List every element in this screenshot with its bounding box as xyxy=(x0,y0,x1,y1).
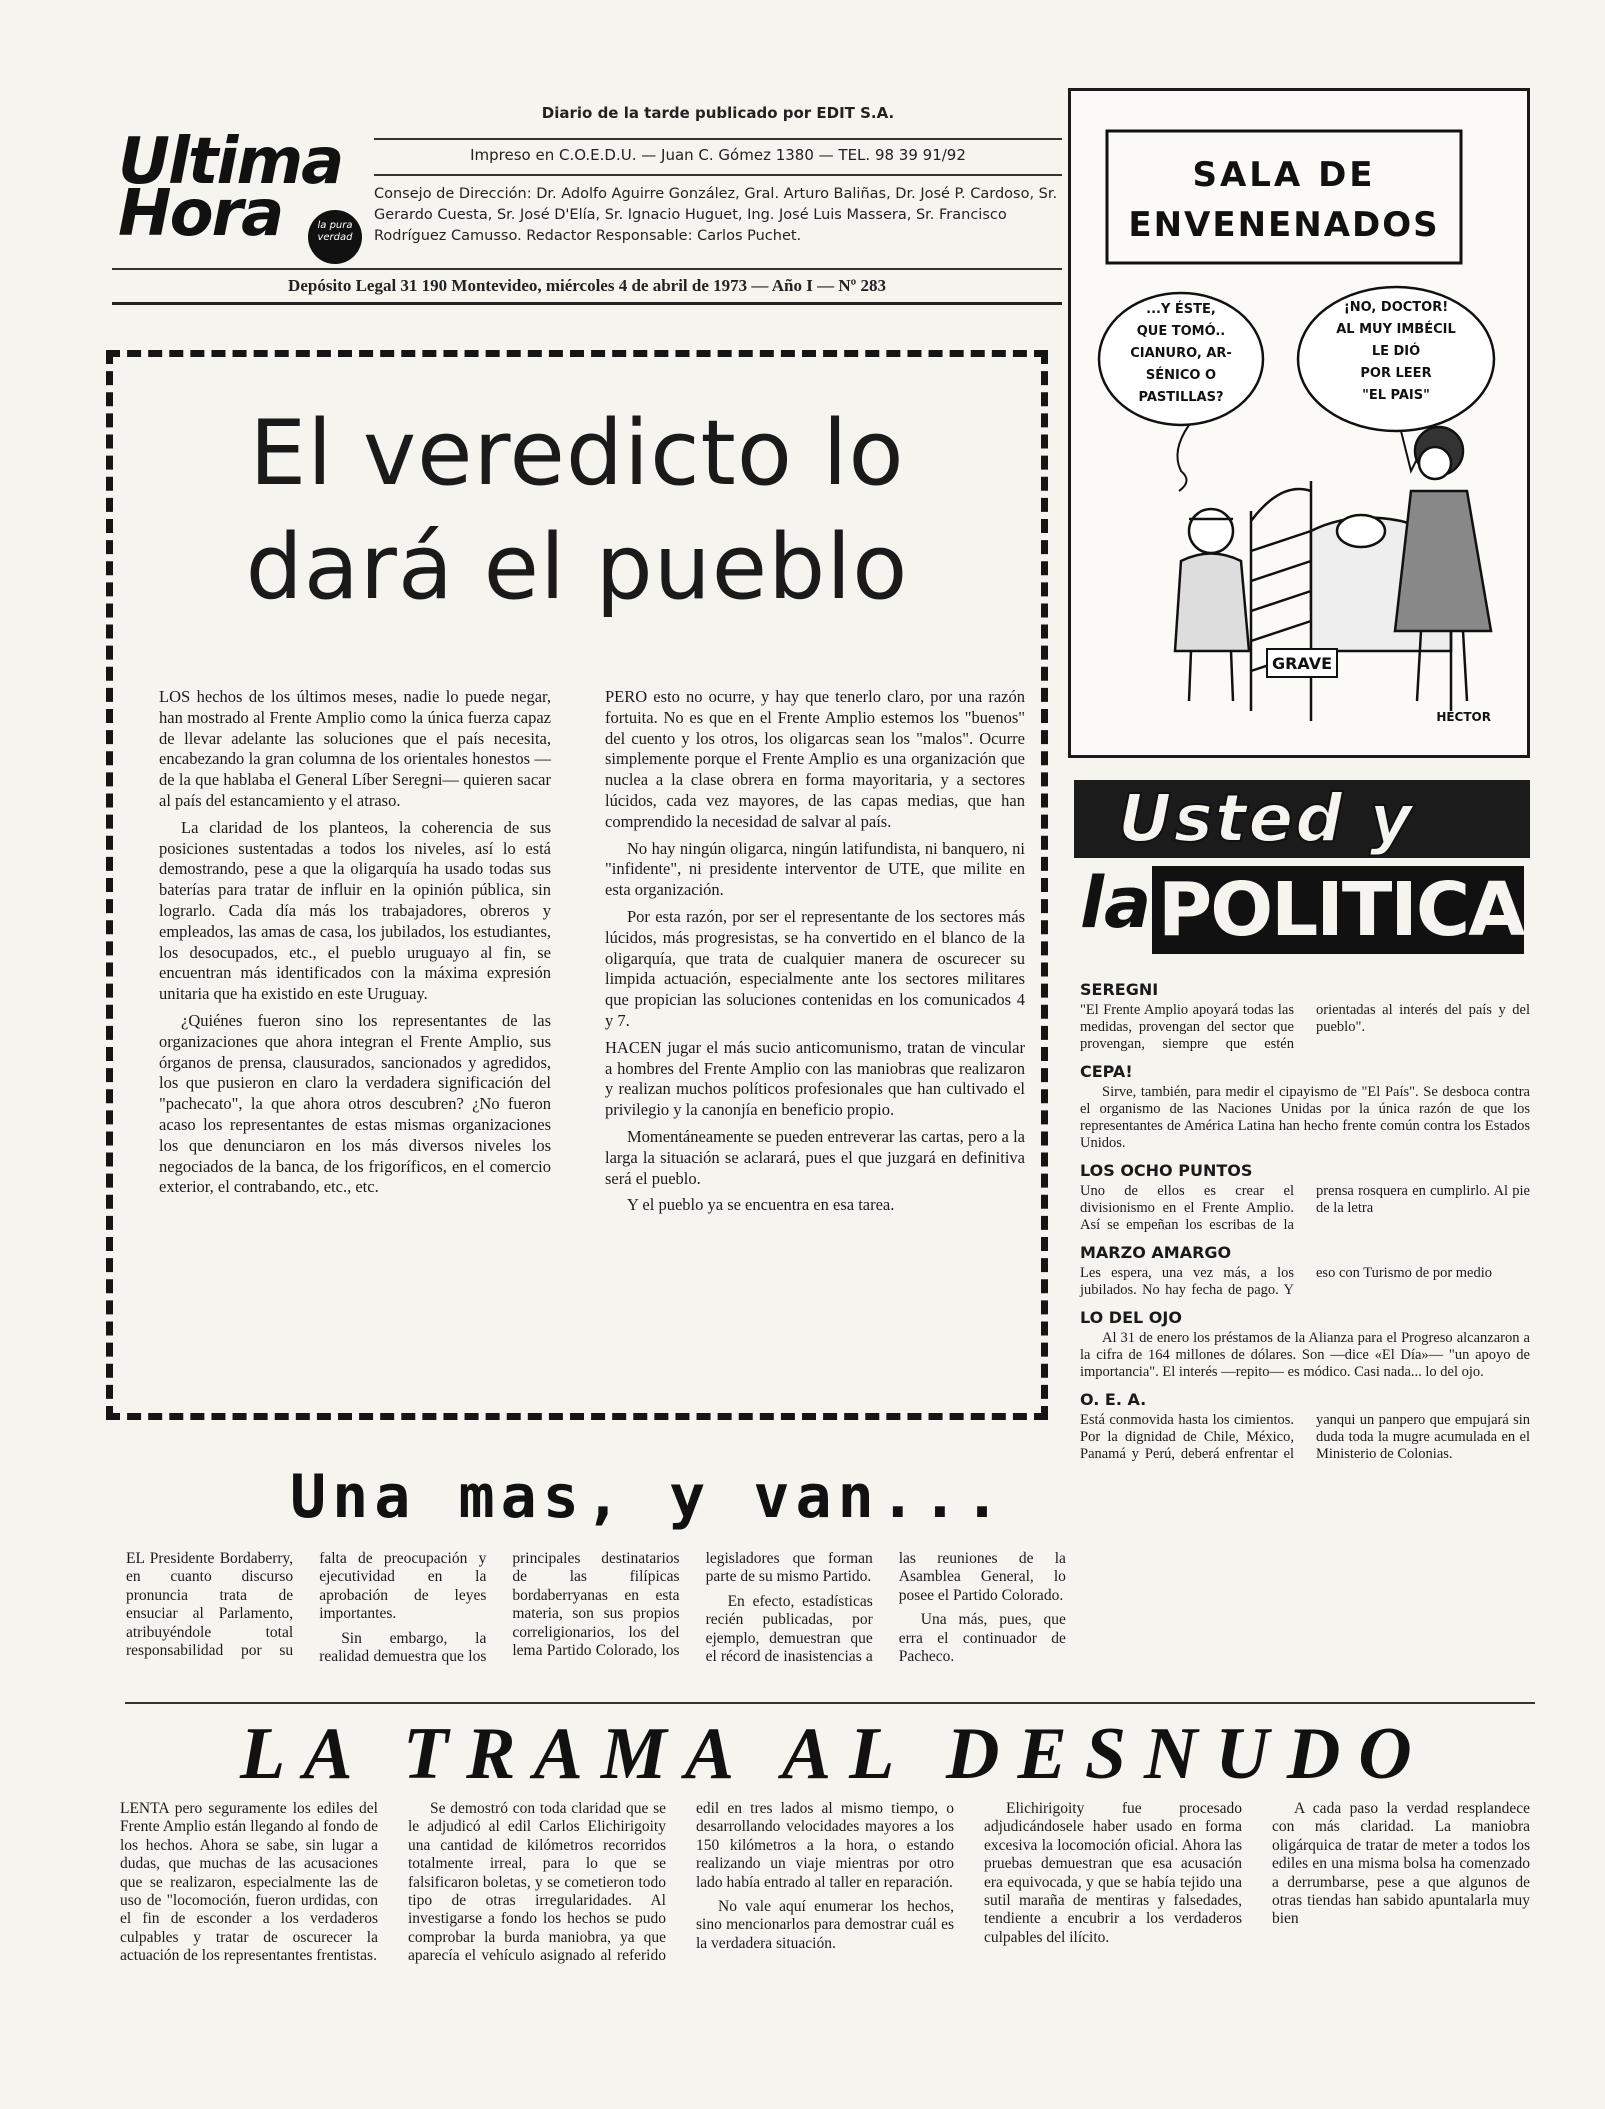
paragraph: Una más, pues, que erra el continuador de Pacheco. xyxy=(898,1611,1066,1666)
item-text: Al 31 de enero los préstamos de la Alianza para el Progreso alcanzaron a la cifra de 164 millones de dólares. Son —dice «El Día»— "un apoyo de importancia". El interés —repito— es módico. Casi nada... lo del ojo. xyxy=(1080,1330,1530,1380)
masthead xyxy=(112,92,1062,305)
paragraph: No hay ningún oligarca, ningún latifundista, ni banquero, ni "infidente", ni presidente interventor de UTE, que milite en esta organización. xyxy=(605,838,1025,900)
item-text: Está conmovida hasta los cimientos. Por la dignidad de Chile, México, Panamá y Perú, deberá enfrentar el yanqui un panpero que empujará sin duda toda la mugre acumulada en el Ministerio de Colonias. xyxy=(1080,1412,1530,1462)
paragraph: EL Presidente Bordaberry, en cuanto discurso pronuncia trata de ensuciar al Parlamento, atribuyéndole total responsabilidad por su falta de preocupación y ejecutividad en la aprobación de leyes importantes. xyxy=(126,1550,487,1660)
editorial-column-left xyxy=(159,687,551,1204)
logo-slogan: la pura verdad xyxy=(308,210,362,264)
politica-items xyxy=(1080,975,1530,1473)
bubble-right-line: AL MUY IMBÉCIL xyxy=(1336,322,1456,337)
item-heading: O. E. A. xyxy=(1080,1390,1147,1409)
paragraph: Y el pueblo ya se encuentra en esa tarea. xyxy=(627,1195,895,1215)
paragraph: La claridad de los planteos, la coherencia de sus posiciones sustentadas a todos los niveles, así lo está demostrando, pese a que la oligarquía ha usado todas sus baterías para tratar de influir en la opinión pública, sin lograrlo. Cada día más los trabajadores, obreros y empleados, las amas de casa, los jubilados, los estudiantes, los desocupados, etc., el pueblo uruguayo al fin, se encuentran más identificados con la máxima expresión unitaria que ha existido en este Uruguay. xyxy=(159,817,551,1004)
bubble-left-line: ...Y ÉSTE, xyxy=(1146,302,1216,317)
cartoon xyxy=(1068,88,1530,758)
section-title-usted: Usted y xyxy=(1118,780,1415,857)
item-heading: LO DEL OJO xyxy=(1080,1308,1182,1327)
paragraph: No vale aquí enumerar los hechos, sino mencionarlos para demostrar cuál es la verdadera situación. xyxy=(696,1898,954,1952)
bubble-left-line: SÉNICO O xyxy=(1145,368,1217,383)
paragraph: En efecto, estadísticas recién publicadas, por ejemplo, demuestran que el récord de inasistencias a las reuniones de la Asamblea General, lo posee el Partido Colorado. xyxy=(705,1550,1066,1666)
logo-line-2: Hora xyxy=(118,177,283,251)
item-text: Uno de ellos es crear el divisionismo en el Frente Amplio. Así se empeñan los escribas de la prensa rosquera en cumplirlo. Al pie de la letra xyxy=(1080,1183,1530,1233)
item-heading: LOS OCHO PUNTOS xyxy=(1080,1161,1253,1180)
paragraph: ¿Quiénes fueron sino los representantes de las organizaciones que ahora integran el Frente Amplio, sus órganos de prensa, clausurados, sancionados y agredidos, los que pusieron en claro la verdadera significación del "pachecato", la que ahora otros descubren? ¿No fueron acaso los representantes de estas mismas organizaciones los que denunciaron en los más diversos niveles los negociados de la banca, de los frigoríficos, en el comercio exterior, el contrabando, etc., etc. xyxy=(159,1010,551,1197)
newspaper-logo xyxy=(118,125,368,252)
headline-line-1: El veredicto lo xyxy=(249,401,905,506)
bubble-left-line: CIANURO, AR- xyxy=(1130,346,1232,361)
editorial-column-right xyxy=(605,687,1025,1222)
publisher-line: Diario de la tarde publicado por EDIT S.A. xyxy=(541,104,895,122)
paragraph: Por esta razón, por ser el representante de los sectores más lúcidos, más progresistas, se ha convertido en el blanco de la oligarquía, que trata de cualquier manera de oscurecer su limpida actuación, especialmente ante los sectores militares que propician las soluciones contenidas en los comunicados 4 y 7. xyxy=(605,906,1025,1030)
bubble-right-line: ¡NO, DOCTOR! xyxy=(1343,300,1449,315)
item-heading: SEREGNI xyxy=(1080,980,1159,999)
cartoon-drawing xyxy=(1071,91,1527,755)
editorial-headline xyxy=(113,397,1041,625)
section-divider xyxy=(125,1702,1535,1704)
editorial-board: Consejo de Dirección: Dr. Adolfo Aguirre González, Gral. Arturo Baliñas, Dr. José P. Cardoso, Sr. Gerardo Cuesta, Sr. José D'Elía, Sr. Ignacio Huguet, Ing. José Luis Massera, Sr. Francisco Rodríguez Camusso. Redactor Responsable: Carlos Puchet. xyxy=(374,174,1062,247)
sign-line-1: SALA DE xyxy=(1192,155,1376,195)
article-headline: LA TRAMA AL DESNUDO xyxy=(240,1713,1430,1795)
section-title-la: la xyxy=(1080,862,1152,944)
logo-line-1: Ultima xyxy=(118,125,343,199)
paragraph: LENTA pero seguramente los ediles del Frente Amplio están llegando al fondo de los hechos. Ahora se sabe, sin lugar a dudas, que muchas de las acusaciones que se realizaron, especialmente las de uso de "locomoción, fueron urdidas, con el fin de esconder a los verdaderos culpables y tratar de oscurecer la actuación de los representantes frentistas. xyxy=(120,1800,378,1965)
paragraph: HACEN jugar el más sucio anticomunismo, tratan de vincular a hombres del Frente Amplio con las maniobras que realizaron y realizan muchos políticos profesionales que han cultivado el privilegio y la canonjía en beneficio propio. xyxy=(605,1037,1025,1120)
paragraph: Se demostró con toda claridad que se le adjudicó al edil Carlos Elichirigoity una cantidad de kilómetros recorridos totalmente irreal, para lo que se falsificaron boletas, y se cometieron todo tipo de otras irregularidades. Al investigarse a fondo los hechos se pudo comprobar la burda maniobra, ya que aparecía el vehículo asignado al referido edil en tres lados al mismo tiempo, o desarrollando velocidades mayores a los 150 kilómetros a la hora, o estando realizando un viaje mientras por otro lado había entrado al taller en reparación. xyxy=(408,1800,954,1965)
item-heading: CEPA! xyxy=(1080,1062,1133,1081)
bubble-left-line: PASTILLAS? xyxy=(1138,390,1224,405)
section-header xyxy=(1074,780,1530,970)
sign-line-2: ENVENENADOS xyxy=(1128,205,1440,245)
paragraph: Momentáneamente se pueden entreverar las cartas, pero a la larga la situación se aclarará, pues el que juzgará en definitiva será el pueblo. xyxy=(605,1126,1025,1188)
item-text: "El Frente Amplio apoyará todas las medidas, provengan del sector que provengan, siempre que estén orientadas al interés del país y del pueblo". xyxy=(1080,1002,1530,1052)
article-headline: Una mas, y van... xyxy=(290,1462,1007,1532)
paragraph: Sin embargo, la realidad demuestra que los principales destinatarios de las filípicas bordaberryanas en esta materia, son sus propios correligionarios, los del lema Partido Colorado, los legisladores que forman parte de su mismo Partido. xyxy=(319,1550,873,1666)
article-body xyxy=(126,1550,1066,1666)
bubble-right-line: "EL PAIS" xyxy=(1362,388,1430,403)
article-body xyxy=(120,1800,1530,1966)
item-text: Sirve, también, para medir el cipayismo de "El País". Se desboca contra el organismo de las Naciones Unidas por la única razón de que los representantes de América Latina han hecho frente común contra los Estados Unidos. xyxy=(1080,1084,1530,1151)
paragraph: PERO esto no ocurre, y hay que tenerlo claro, por una razón fortuita. No es que en el Frente Amplio estemos los "buenos" del cuento y los otros, los oligarcas sean los "malos". Ocurre simplemente porque el Frente Amplio es una organización que nuclea a la clase obrera en forma mayoritaria, y a sectores lúcidos, cada vez mayores, de las capas medias, que han comprendido la necesidad de salvar al país. xyxy=(605,687,1025,831)
cartoonist-signature: HECTOR xyxy=(1436,710,1491,724)
item-text: Les espera, una vez más, a los jubilados. No hay fecha de pago. Y eso con Turismo de por medio xyxy=(1080,1265,1493,1298)
printer-line: Impreso en C.O.E.D.U. — Juan C. Gómez 1380 — TEL. 98 39 91/92 xyxy=(374,138,1062,164)
bed-sign-text: GRAVE xyxy=(1271,654,1333,673)
paragraph: Elichirigoity fue procesado adjudicándosele haber usado en forma excesiva la locomoción oficial. Ahora las pruebas demuestran que esa acusación era equivocada, y que se había tejido una sutil maraña de mentiras y falsedades, tendiente a encubrir a los verdaderos culpables del ilícito. xyxy=(984,1800,1242,1946)
doctor-figure xyxy=(1175,509,1249,701)
paragraph: LOS hechos de los últimos meses, nadie lo puede negar, han mostrado al Frente Amplio como la única fuerza capaz de llevar adelante las soluciones que el país necesita, encabezando la gran columna de los orientales honestos —de la que hablaba el General Líber Seregni— quieren sacar al país del estancamiento y el atraso. xyxy=(159,687,551,810)
bubble-left-line: QUE TOMÓ.. xyxy=(1136,324,1226,339)
paragraph: A cada paso la verdad resplandece con más claridad. La maniobra oligárquica de tratar de meter a todos los ediles en una misma bolsa ha comenzado a derrumbarse, pese a que algunos de otras tiendas han sabido apuntalarla muy bien xyxy=(1272,1800,1530,1928)
bubble-right-line: LE DIÓ xyxy=(1371,344,1421,359)
date-issue-line: Depósito Legal 31 190 Montevideo, miércoles 4 de abril de 1973 — Año I — Nº 283 xyxy=(112,268,1062,296)
article-una-mas xyxy=(120,1440,1480,1700)
section-title-politica: POLITICA xyxy=(1152,866,1524,954)
bubble-right-line: POR LEER xyxy=(1360,366,1432,381)
item-heading: MARZO AMARGO xyxy=(1080,1243,1232,1262)
headline-line-2: dará el pueblo xyxy=(245,515,909,620)
section-title-row xyxy=(1074,858,1530,958)
editorial-box xyxy=(106,350,1048,1420)
